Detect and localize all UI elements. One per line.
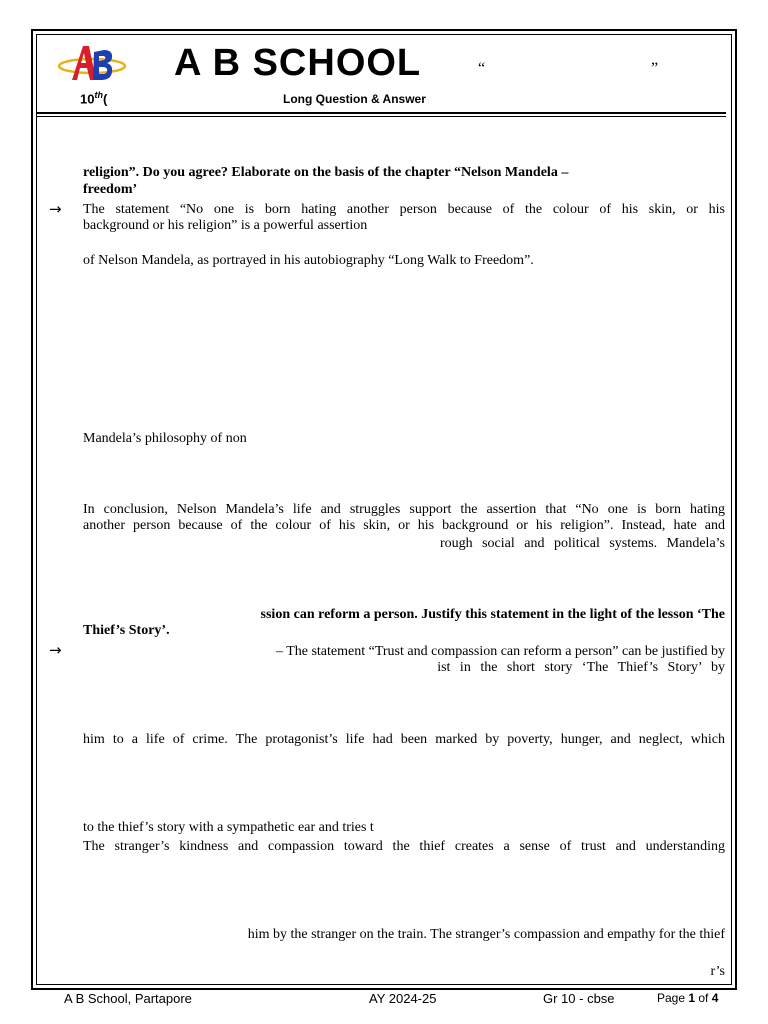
footer-page-number: Page 1 of 4 [657, 991, 719, 1005]
answer-1-line-5: In conclusion, Nelson Mandela’s life and struggles support the assertion that “No one is born hating [83, 502, 725, 517]
answer-1-line-7: rough social and political systems. Mandela’s [439, 536, 725, 551]
question-1-line-1: religion”. Do you agree? Elaborate on the basis of the chapter “Nelson Mandela – [83, 165, 569, 180]
answer-1-line-2: background or his religion” is a powerful assertion [83, 218, 368, 233]
footer-school: A B School, Partapore [64, 991, 192, 1006]
answer-arrow-icon: → [49, 200, 62, 218]
header-divider [37, 112, 726, 114]
header-quote-close: ” [651, 60, 659, 77]
answer-2-line-1: – The statement “Trust and compassion can reform a person” can be justified by [275, 644, 725, 659]
answer-1-line-6: another person because of the colour of his skin, or his background or his religion”. Instead, hate and [83, 518, 725, 533]
answer-2-line-5: The stranger’s kindness and compassion toward the thief creates a sense of trust and understanding [83, 839, 725, 854]
school-logo-icon [56, 40, 128, 88]
school-name: A B SCHOOL [174, 42, 422, 84]
question-2-line-1: ssion can reform a person. Justify this statement in the light of the lesson ‘The [260, 607, 725, 622]
answer-arrow-icon: → [49, 641, 62, 659]
footer-year: AY 2024-25 [369, 991, 437, 1006]
answer-1-line-4: Mandela’s philosophy of non [83, 431, 247, 446]
question-2-line-2: Thief’s Story’. [83, 623, 170, 638]
answer-2-line-7: r’s [710, 964, 725, 979]
answer-2-line-2: ist in the short story ‘The Thief’s Story’ by [437, 660, 725, 675]
footer-grade: Gr 10 - cbse [543, 991, 615, 1006]
answer-1-line-1: The statement “No one is born hating another person because of the colour of his skin, or his [83, 202, 725, 217]
header-quote-open: “ [478, 60, 486, 77]
header-divider-thin [37, 116, 726, 117]
answer-2-line-4: to the thief’s story with a sympathetic ear and tries t [83, 820, 374, 835]
grade-label: 10th( [80, 90, 108, 107]
answer-2-line-6: him by the stranger on the train. The stranger’s compassion and empathy for the thief [247, 927, 725, 942]
page-subtitle: Long Question & Answer [283, 92, 426, 106]
answer-2-line-3: him to a life of crime. The protagonist’s life had been marked by poverty, hunger, and neglect, which [83, 732, 725, 747]
question-1-line-2: freedom’ [83, 182, 138, 197]
answer-1-line-3: of Nelson Mandela, as portrayed in his autobiography “Long Walk to Freedom”. [83, 253, 534, 268]
